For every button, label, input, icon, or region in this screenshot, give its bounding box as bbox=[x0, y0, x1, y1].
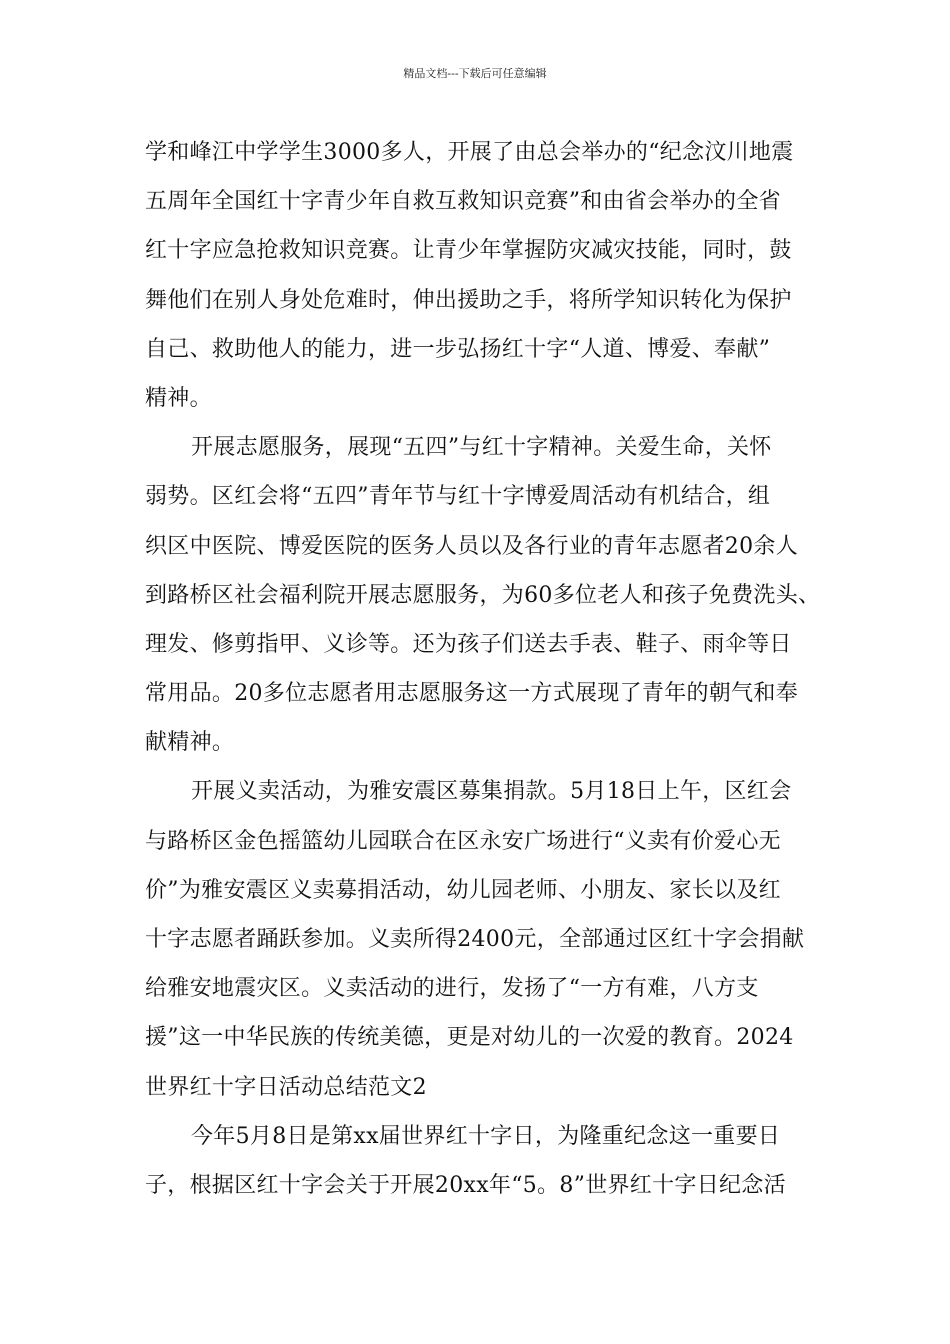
text-line: 弱势。区红会将“五四”青年节与红十字博爱周活动有机结合，组 bbox=[145, 484, 771, 510]
text-line: 献精神。 bbox=[145, 730, 235, 756]
text-line: 红十字应急抢救知识竞赛。让青少年掌握防灾减灾技能，同时，鼓 bbox=[145, 238, 792, 264]
text-line: 学和峰江中学学生3000多人，开展了由总会举办的“纪念汶川地震 bbox=[145, 140, 794, 165]
text-line: 五周年全国红十字青少年自救互救知识竞赛”和由省会举办的全省 bbox=[145, 189, 781, 215]
text-line: 常用品。20多位志愿者用志愿服务这一方式展现了青年的朝气和奉 bbox=[145, 681, 798, 707]
text-line: 开展义卖活动，为雅安震区募集捐款。5月18日上午，区红会 bbox=[191, 779, 792, 805]
text-line: 舞他们在别人身处危难时，伸出援助之手，将所学知识转化为保护 bbox=[145, 287, 792, 313]
text-line: 给雅安地震灾区。义卖活动的进行，发扬了“一方有难，八方支 bbox=[145, 976, 759, 1002]
document-body bbox=[145, 128, 821, 1210]
text-line: 世界红十字日活动总结范文2 bbox=[145, 1074, 427, 1100]
text-line: 自己、救助他人的能力，进一步弘扬红十字“人道、博爱、奉献” bbox=[145, 336, 771, 362]
text-line: 理发、修剪指甲、义诊等。还为孩子们送去手表、鞋子、雨伞等日 bbox=[145, 631, 792, 657]
text-line: 开展志愿服务，展现“五四”与红十字精神。关爱生命，关怀 bbox=[191, 435, 772, 461]
text-line: 十字志愿者踊跃参加。义卖所得2400元，全部通过区红十字会捐献 bbox=[145, 927, 805, 952]
text-line: 织区中医院、博爱医院的医务人员以及各行业的青年志愿者20余人 bbox=[145, 533, 798, 559]
text-line: 价”为雅安震区义卖募捐活动，幼儿园老师、小朋友、家长以及红 bbox=[145, 877, 781, 903]
text-line: 到路桥区社会福利院开展志愿服务，为60多位老人和孩子免费洗头、 bbox=[145, 582, 821, 608]
text-line: 今年5月8日是第xx届世界红十字日，为隆重纪念这一重要日 bbox=[191, 1123, 781, 1149]
page-header: 精品文档---下载后可任意编辑 bbox=[403, 67, 547, 80]
text-line: 精神。 bbox=[145, 385, 212, 411]
text-line: 子，根据区红十字会关于开展20xx年“5。8”世界红十字日纪念活 bbox=[145, 1172, 786, 1198]
text-line: 与路桥区金色摇篮幼儿园联合在区永安广场进行“义卖有价爱心无 bbox=[145, 828, 781, 854]
text-line: 援”这一中华民族的传统美德，更是对幼儿的一次爱的教育。2024 bbox=[145, 1025, 794, 1051]
